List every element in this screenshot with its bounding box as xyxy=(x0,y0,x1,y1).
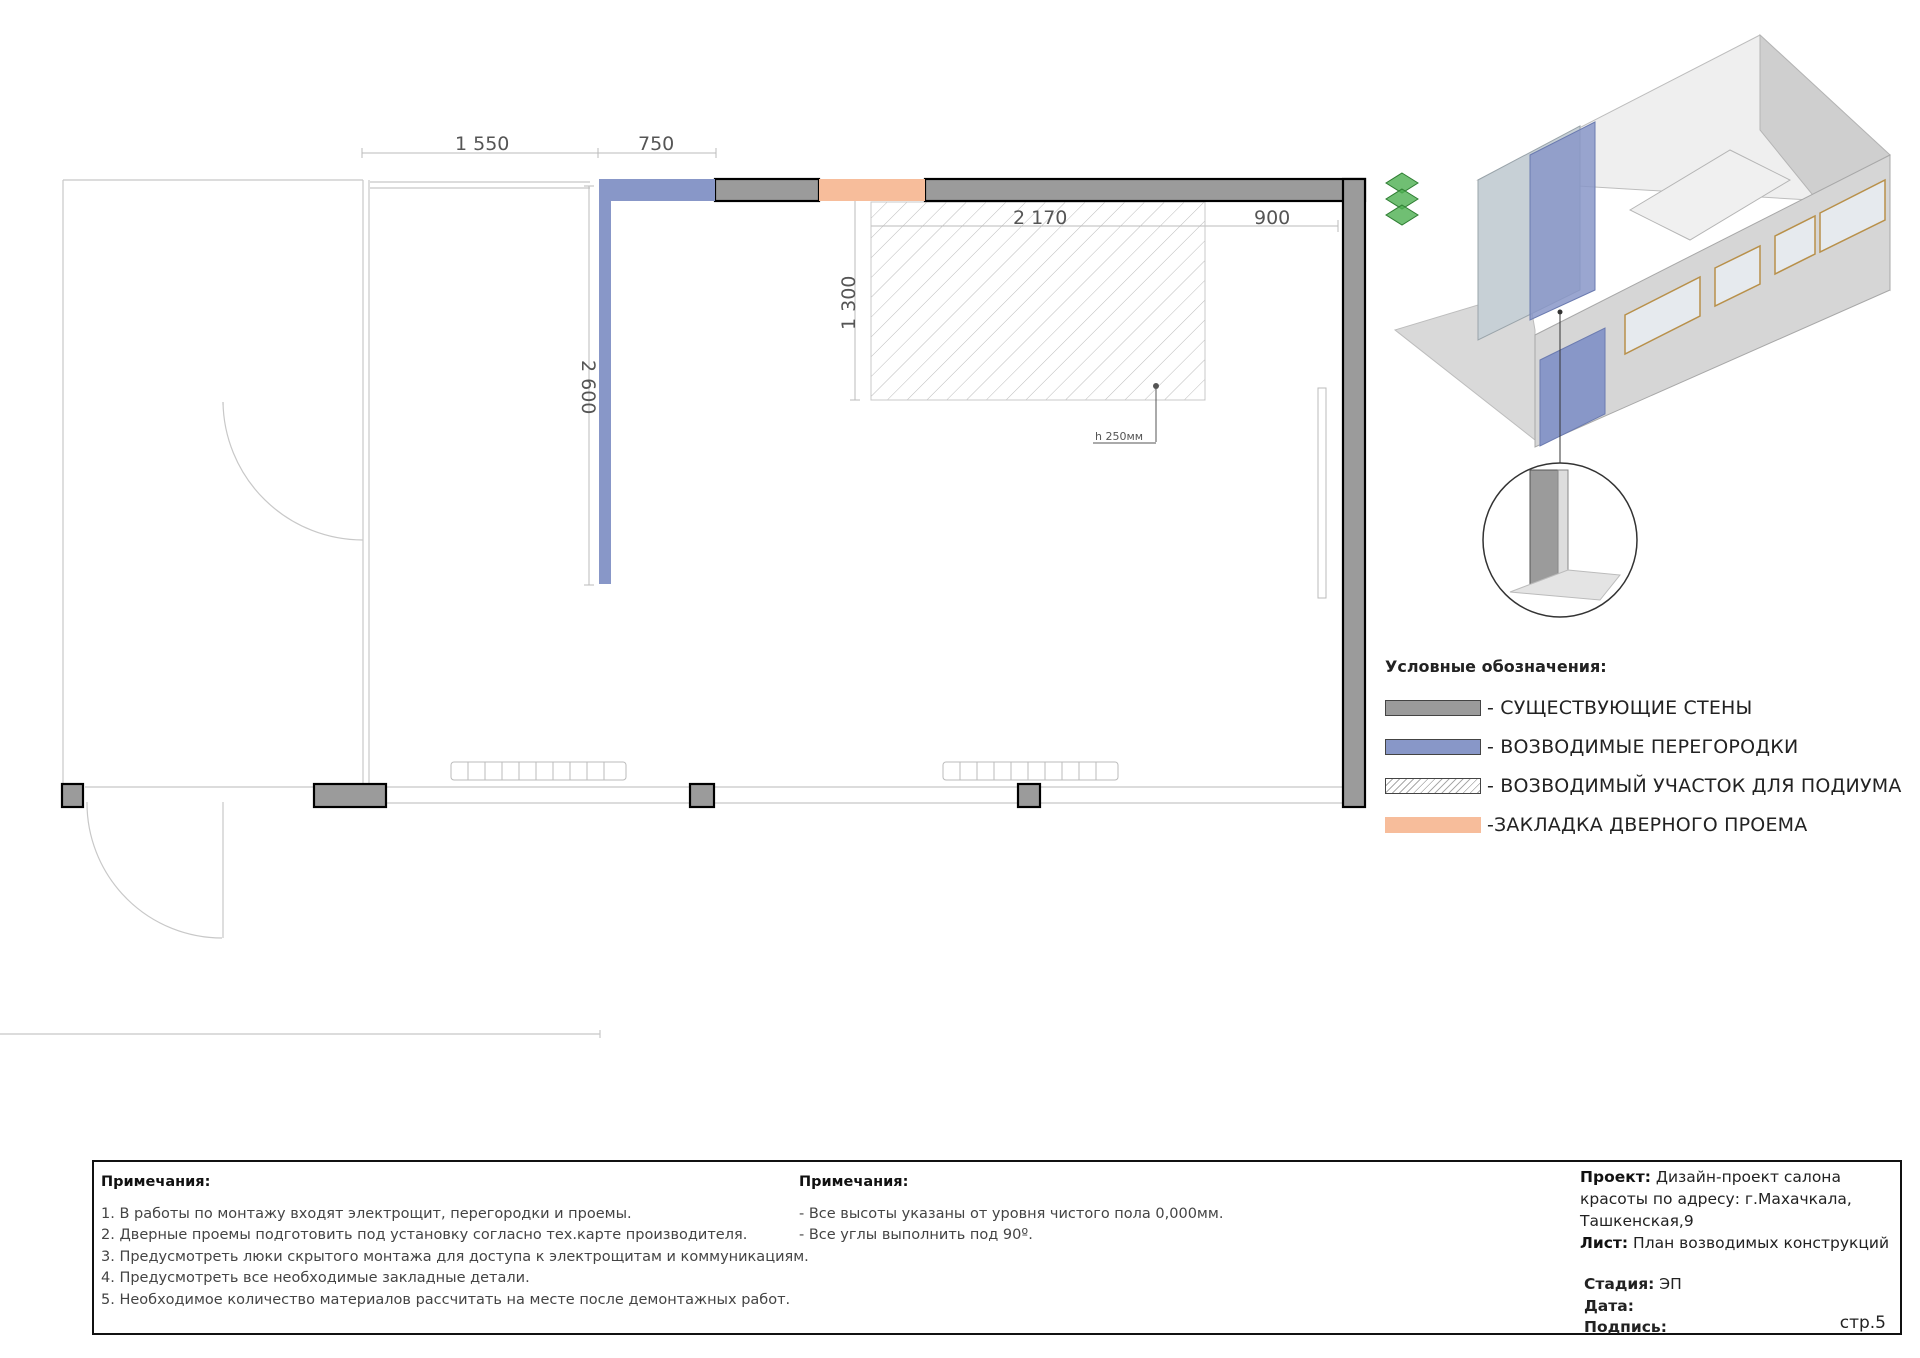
dim-750: 750 xyxy=(638,133,675,155)
note-item: 3. Предусмотреть люки скрытого монтажа для доступа к электрощитам и коммуникациям. xyxy=(101,1248,809,1265)
sheet-label: Лист: xyxy=(1580,1234,1629,1252)
door-swings xyxy=(87,402,363,938)
stage-info xyxy=(1584,1274,1682,1339)
legend-item-existing-walls xyxy=(1385,688,1905,727)
door-infill-swatch xyxy=(1385,817,1481,833)
note-item: 5. Необходимое количество материалов рассчитать на месте после демонтажных работ. xyxy=(101,1291,791,1308)
stage-label: Стадия: xyxy=(1584,1275,1655,1293)
podium-swatch xyxy=(1385,778,1481,794)
dim-1300: 1 300 xyxy=(838,275,860,330)
note-item: 4. Предусмотреть все необходимые закладные детали. xyxy=(101,1270,530,1286)
legend-label: -ЗАКЛАДКА ДВЕРНОГО ПРОЕМА xyxy=(1487,813,1808,836)
project-label: Проект: xyxy=(1580,1168,1651,1186)
dim-2600: 2 600 xyxy=(577,360,599,415)
podium-leader-dot xyxy=(1153,383,1159,389)
title-block xyxy=(92,1160,1902,1335)
notes-title: Примечания: xyxy=(799,1174,909,1190)
note-item: 1. В работы по монтажу входят электрощит, перегородки и проемы. xyxy=(101,1205,632,1222)
legend-label: - СУЩЕСТВУЮЩИЕ СТЕНЫ xyxy=(1487,696,1753,719)
legend-label: - ВОЗВОДИМЫЙ УЧАСТОК ДЛЯ ПОДИУМА xyxy=(1487,774,1902,797)
page-number: стр.5 xyxy=(1839,1313,1886,1333)
existing-wall-swatch xyxy=(1385,700,1481,716)
legend-item-partitions xyxy=(1385,727,1905,766)
partitions xyxy=(599,179,715,584)
isometric-view xyxy=(1395,35,1890,617)
legend-item-door-infill xyxy=(1385,805,1905,844)
legend-label: - ВОЗВОДИМЫЕ ПЕРЕГОРОДКИ xyxy=(1487,735,1799,758)
door-infill xyxy=(819,179,925,201)
project-value: Дизайн-проект салона красоты по адресу: г.Махачкала, Ташкенская,9 xyxy=(1580,1168,1852,1230)
notes-title: Примечания: xyxy=(101,1174,211,1190)
stage-value: ЭП xyxy=(1654,1275,1682,1293)
date-label: Дата: xyxy=(1584,1296,1634,1315)
dim-2170: 2 170 xyxy=(1013,207,1068,229)
layers-marker-icon[interactable] xyxy=(1386,173,1418,225)
notes-right xyxy=(799,1172,1223,1247)
legend-title: Условные обозначения: xyxy=(1385,657,1607,676)
legend-item-podium xyxy=(1385,766,1905,805)
sheet-value: План возводимых конструкций xyxy=(1628,1234,1890,1252)
notes-left xyxy=(101,1172,809,1311)
dim-900: 900 xyxy=(1254,207,1291,229)
partition-swatch xyxy=(1385,739,1481,755)
dim-1550: 1 550 xyxy=(455,133,510,155)
note-item: 2. Дверные проемы подготовить под установку согласно тех.карте производителя. xyxy=(101,1227,748,1243)
podium-height-label: h 250мм xyxy=(1095,430,1144,443)
legend xyxy=(1385,657,1905,844)
project-info xyxy=(1580,1166,1895,1254)
signature-label: Подпись: xyxy=(1584,1318,1667,1336)
note-item: - Все высоты указаны от уровня чистого пола 0,000мм. xyxy=(799,1205,1224,1222)
radiators xyxy=(451,388,1326,780)
podium-area xyxy=(871,202,1205,400)
note-item: - Все углы выполнить под 90º. xyxy=(799,1227,1033,1243)
